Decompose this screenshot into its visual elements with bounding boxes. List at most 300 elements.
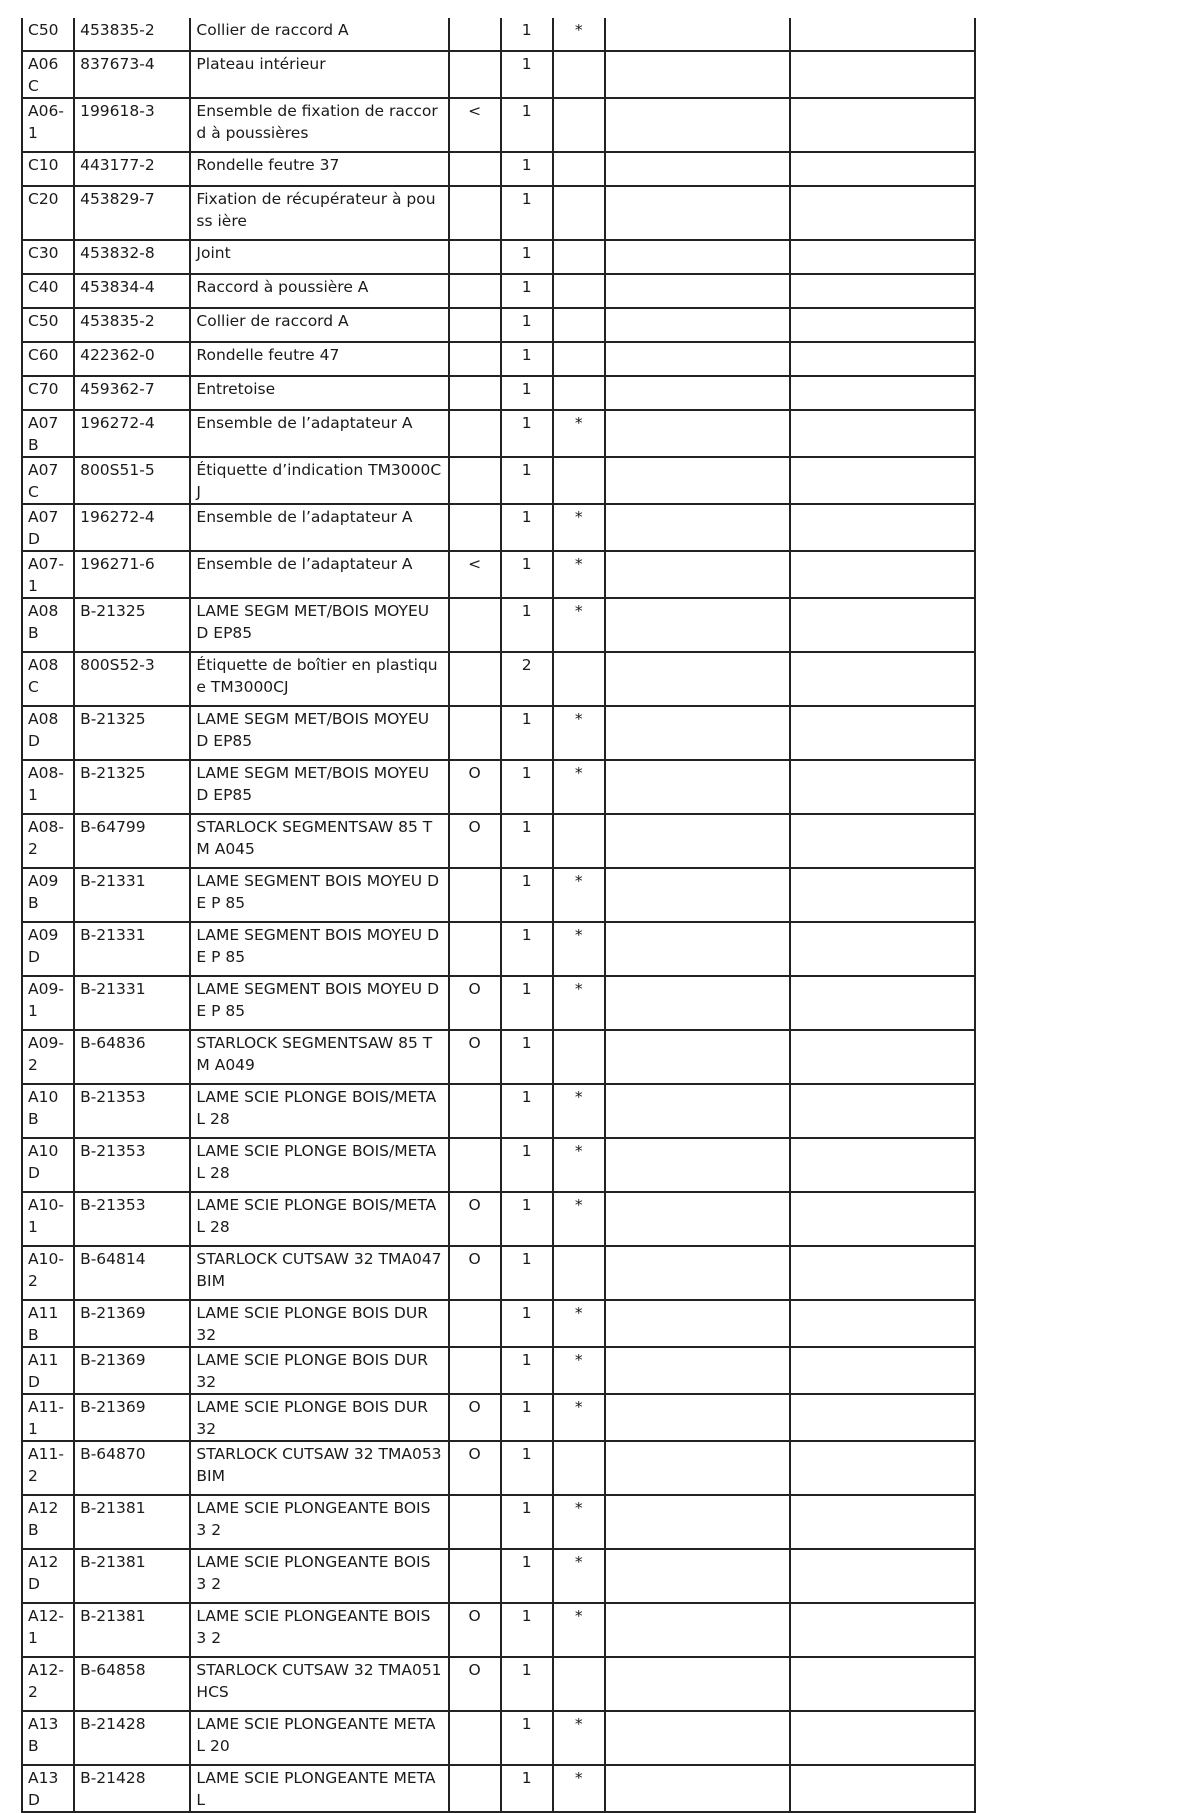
type-cell <box>449 598 501 652</box>
marker-cell: * <box>553 1192 605 1246</box>
type-cell <box>449 18 501 51</box>
description-cell: Ensemble de l’adaptateur A <box>190 551 448 598</box>
marker-cell <box>553 1441 605 1495</box>
extra-cell-1 <box>605 274 790 308</box>
ref-number-cell: C10 <box>22 152 74 186</box>
ref-number-cell: A13D <box>22 1765 74 1812</box>
part-number-cell: B-21369 <box>74 1347 190 1394</box>
extra-cell-2 <box>790 652 975 706</box>
extra-cell-1 <box>605 1765 790 1812</box>
part-number-cell: B-21369 <box>74 1300 190 1347</box>
marker-cell: * <box>553 1765 605 1812</box>
table-row <box>22 1603 975 1657</box>
table-row <box>22 152 975 186</box>
ref-number-cell: A12B <box>22 1495 74 1549</box>
table-row <box>22 1030 975 1084</box>
extra-cell-2 <box>790 1495 975 1549</box>
extra-cell-1 <box>605 1657 790 1711</box>
part-number-cell: B-21353 <box>74 1192 190 1246</box>
part-number-cell: B-21331 <box>74 868 190 922</box>
type-cell <box>449 1549 501 1603</box>
ref-number-cell: A11D <box>22 1347 74 1394</box>
ref-number-cell: A08B <box>22 598 74 652</box>
part-number-cell: B-21428 <box>74 1711 190 1765</box>
quantity-cell: 1 <box>501 1549 553 1603</box>
ref-number-cell: A06-1 <box>22 98 74 152</box>
ref-number-cell: A08D <box>22 706 74 760</box>
table-row <box>22 240 975 274</box>
part-number-cell: B-21381 <box>74 1495 190 1549</box>
part-number-cell: 196271-6 <box>74 551 190 598</box>
extra-cell-2 <box>790 598 975 652</box>
part-number-cell: 196272-4 <box>74 504 190 551</box>
quantity-cell: 1 <box>501 1138 553 1192</box>
marker-cell: * <box>553 1347 605 1394</box>
marker-cell: * <box>553 410 605 457</box>
part-number-cell: 453835-2 <box>74 18 190 51</box>
table-row <box>22 652 975 706</box>
part-number-cell: 453834-4 <box>74 274 190 308</box>
marker-cell: * <box>553 760 605 814</box>
ref-number-cell: A10-2 <box>22 1246 74 1300</box>
type-cell: O <box>449 1192 501 1246</box>
extra-cell-2 <box>790 1549 975 1603</box>
quantity-cell: 1 <box>501 760 553 814</box>
type-cell <box>449 51 501 98</box>
type-cell: O <box>449 1246 501 1300</box>
extra-cell-1 <box>605 1603 790 1657</box>
type-cell <box>449 274 501 308</box>
extra-cell-2 <box>790 1030 975 1084</box>
quantity-cell: 1 <box>501 1347 553 1394</box>
table-row <box>22 1192 975 1246</box>
quantity-cell: 1 <box>501 18 553 51</box>
marker-cell: * <box>553 706 605 760</box>
part-number-cell: B-21331 <box>74 922 190 976</box>
type-cell: < <box>449 98 501 152</box>
quantity-cell: 1 <box>501 814 553 868</box>
marker-cell: * <box>553 1084 605 1138</box>
marker-cell <box>553 51 605 98</box>
quantity-cell: 1 <box>501 274 553 308</box>
part-number-cell: B-64836 <box>74 1030 190 1084</box>
type-cell: O <box>449 1030 501 1084</box>
part-number-cell: B-21325 <box>74 706 190 760</box>
marker-cell: * <box>553 1300 605 1347</box>
description-cell: STARLOCK CUTSAW 32 TMA053 BIM <box>190 1441 448 1495</box>
part-number-cell: 443177-2 <box>74 152 190 186</box>
type-cell <box>449 652 501 706</box>
extra-cell-2 <box>790 760 975 814</box>
part-number-cell: B-64870 <box>74 1441 190 1495</box>
parts-list-page <box>21 18 976 1813</box>
table-row <box>22 1549 975 1603</box>
ref-number-cell: A10D <box>22 1138 74 1192</box>
marker-cell <box>553 1246 605 1300</box>
description-cell: LAME SCIE PLONGE BOIS/METAL 28 <box>190 1138 448 1192</box>
marker-cell <box>553 98 605 152</box>
description-cell: LAME SEGMENT BOIS MOYEU DE P 85 <box>190 922 448 976</box>
quantity-cell: 2 <box>501 652 553 706</box>
table-row <box>22 186 975 240</box>
ref-number-cell: C30 <box>22 240 74 274</box>
table-row <box>22 1300 975 1347</box>
marker-cell: * <box>553 598 605 652</box>
quantity-cell: 1 <box>501 598 553 652</box>
marker-cell: * <box>553 504 605 551</box>
table-row <box>22 551 975 598</box>
quantity-cell: 1 <box>501 1441 553 1495</box>
table-row <box>22 976 975 1030</box>
description-cell: LAME SCIE PLONGE BOIS DUR 32 <box>190 1347 448 1394</box>
marker-cell <box>553 342 605 376</box>
extra-cell-2 <box>790 1347 975 1394</box>
type-cell: O <box>449 1657 501 1711</box>
table-row <box>22 18 975 51</box>
marker-cell: * <box>553 1394 605 1441</box>
extra-cell-1 <box>605 1246 790 1300</box>
description-cell: LAME SEGM MET/BOIS MOYEU D EP85 <box>190 706 448 760</box>
type-cell <box>449 186 501 240</box>
ref-number-cell: A11B <box>22 1300 74 1347</box>
table-row <box>22 922 975 976</box>
extra-cell-2 <box>790 1394 975 1441</box>
table-row <box>22 274 975 308</box>
description-cell: LAME SEGM MET/BOIS MOYEU D EP85 <box>190 598 448 652</box>
part-number-cell: 453829-7 <box>74 186 190 240</box>
type-cell <box>449 1300 501 1347</box>
part-number-cell: 453835-2 <box>74 308 190 342</box>
marker-cell: * <box>553 1603 605 1657</box>
table-row <box>22 1138 975 1192</box>
extra-cell-1 <box>605 1084 790 1138</box>
quantity-cell: 1 <box>501 1192 553 1246</box>
marker-cell <box>553 814 605 868</box>
marker-cell: * <box>553 1549 605 1603</box>
quantity-cell: 1 <box>501 376 553 410</box>
extra-cell-2 <box>790 308 975 342</box>
table-row <box>22 410 975 457</box>
extra-cell-1 <box>605 922 790 976</box>
description-cell: Étiquette d’indication TM3000CJ <box>190 457 448 504</box>
parts-table <box>21 18 976 1813</box>
description-cell: Ensemble de l’adaptateur A <box>190 410 448 457</box>
description-cell: LAME SCIE PLONGEANTE METAL 20 <box>190 1711 448 1765</box>
extra-cell-2 <box>790 457 975 504</box>
extra-cell-2 <box>790 1603 975 1657</box>
description-cell: LAME SCIE PLONGE BOIS DUR 32 <box>190 1300 448 1347</box>
marker-cell: * <box>553 1138 605 1192</box>
extra-cell-2 <box>790 504 975 551</box>
table-row <box>22 98 975 152</box>
extra-cell-1 <box>605 760 790 814</box>
extra-cell-2 <box>790 868 975 922</box>
ref-number-cell: A11-1 <box>22 1394 74 1441</box>
quantity-cell: 1 <box>501 551 553 598</box>
table-row <box>22 1495 975 1549</box>
extra-cell-1 <box>605 1030 790 1084</box>
description-cell: Ensemble de fixation de raccord à poussières <box>190 98 448 152</box>
description-cell: Entretoise <box>190 376 448 410</box>
quantity-cell: 1 <box>501 1084 553 1138</box>
parts-table-body <box>22 18 975 1812</box>
description-cell: Collier de raccord A <box>190 308 448 342</box>
quantity-cell: 1 <box>501 342 553 376</box>
extra-cell-2 <box>790 1192 975 1246</box>
part-number-cell: B-21353 <box>74 1084 190 1138</box>
marker-cell <box>553 274 605 308</box>
table-row <box>22 51 975 98</box>
extra-cell-1 <box>605 342 790 376</box>
extra-cell-1 <box>605 652 790 706</box>
table-row <box>22 1711 975 1765</box>
description-cell: LAME SEGMENT BOIS MOYEU DE P 85 <box>190 976 448 1030</box>
quantity-cell: 1 <box>501 152 553 186</box>
type-cell <box>449 152 501 186</box>
extra-cell-1 <box>605 1711 790 1765</box>
description-cell: STARLOCK SEGMENTSAW 85 TM A045 <box>190 814 448 868</box>
table-row <box>22 1347 975 1394</box>
quantity-cell: 1 <box>501 1246 553 1300</box>
extra-cell-1 <box>605 18 790 51</box>
extra-cell-2 <box>790 376 975 410</box>
type-cell: O <box>449 1394 501 1441</box>
marker-cell: * <box>553 976 605 1030</box>
ref-number-cell: A06C <box>22 51 74 98</box>
extra-cell-2 <box>790 186 975 240</box>
ref-number-cell: A10B <box>22 1084 74 1138</box>
extra-cell-1 <box>605 868 790 922</box>
table-row <box>22 1765 975 1812</box>
ref-number-cell: A09-1 <box>22 976 74 1030</box>
type-cell <box>449 1347 501 1394</box>
table-row <box>22 598 975 652</box>
quantity-cell: 1 <box>501 410 553 457</box>
part-number-cell: B-21325 <box>74 760 190 814</box>
description-cell: Rondelle feutre 47 <box>190 342 448 376</box>
part-number-cell: 800S51-5 <box>74 457 190 504</box>
quantity-cell: 1 <box>501 1765 553 1812</box>
ref-number-cell: C20 <box>22 186 74 240</box>
extra-cell-1 <box>605 457 790 504</box>
ref-number-cell: A10-1 <box>22 1192 74 1246</box>
extra-cell-2 <box>790 1657 975 1711</box>
quantity-cell: 1 <box>501 98 553 152</box>
quantity-cell: 1 <box>501 186 553 240</box>
extra-cell-2 <box>790 274 975 308</box>
part-number-cell: 459362-7 <box>74 376 190 410</box>
extra-cell-1 <box>605 706 790 760</box>
type-cell <box>449 342 501 376</box>
quantity-cell: 1 <box>501 1657 553 1711</box>
type-cell: < <box>449 551 501 598</box>
extra-cell-1 <box>605 1192 790 1246</box>
marker-cell <box>553 652 605 706</box>
part-number-cell: 422362-0 <box>74 342 190 376</box>
type-cell <box>449 457 501 504</box>
ref-number-cell: C70 <box>22 376 74 410</box>
ref-number-cell: C60 <box>22 342 74 376</box>
type-cell <box>449 410 501 457</box>
type-cell <box>449 706 501 760</box>
quantity-cell: 1 <box>501 308 553 342</box>
ref-number-cell: C50 <box>22 308 74 342</box>
table-row <box>22 1394 975 1441</box>
extra-cell-1 <box>605 376 790 410</box>
ref-number-cell: C40 <box>22 274 74 308</box>
marker-cell: * <box>553 551 605 598</box>
table-row <box>22 1084 975 1138</box>
ref-number-cell: C50 <box>22 18 74 51</box>
type-cell <box>449 240 501 274</box>
ref-number-cell: A12-2 <box>22 1657 74 1711</box>
table-row <box>22 376 975 410</box>
extra-cell-1 <box>605 410 790 457</box>
ref-number-cell: A08-2 <box>22 814 74 868</box>
extra-cell-2 <box>790 1138 975 1192</box>
part-number-cell: B-21381 <box>74 1549 190 1603</box>
extra-cell-2 <box>790 1441 975 1495</box>
type-cell <box>449 1495 501 1549</box>
part-number-cell: B-21353 <box>74 1138 190 1192</box>
quantity-cell: 1 <box>501 1711 553 1765</box>
part-number-cell: B-21325 <box>74 598 190 652</box>
marker-cell <box>553 186 605 240</box>
ref-number-cell: A09-2 <box>22 1030 74 1084</box>
extra-cell-1 <box>605 1549 790 1603</box>
extra-cell-2 <box>790 342 975 376</box>
extra-cell-1 <box>605 1347 790 1394</box>
extra-cell-2 <box>790 1246 975 1300</box>
quantity-cell: 1 <box>501 1030 553 1084</box>
marker-cell <box>553 1657 605 1711</box>
extra-cell-1 <box>605 1441 790 1495</box>
type-cell <box>449 308 501 342</box>
table-row <box>22 308 975 342</box>
extra-cell-2 <box>790 922 975 976</box>
ref-number-cell: A11-2 <box>22 1441 74 1495</box>
extra-cell-1 <box>605 308 790 342</box>
part-number-cell: B-21381 <box>74 1603 190 1657</box>
description-cell: Plateau intérieur <box>190 51 448 98</box>
extra-cell-1 <box>605 1394 790 1441</box>
marker-cell: * <box>553 18 605 51</box>
part-number-cell: 453832-8 <box>74 240 190 274</box>
description-cell: Ensemble de l’adaptateur A <box>190 504 448 551</box>
ref-number-cell: A12D <box>22 1549 74 1603</box>
type-cell: O <box>449 976 501 1030</box>
ref-number-cell: A08C <box>22 652 74 706</box>
extra-cell-2 <box>790 1765 975 1812</box>
description-cell: LAME SEGMENT BOIS MOYEU DE P 85 <box>190 868 448 922</box>
description-cell: STARLOCK CUTSAW 32 TMA047 BIM <box>190 1246 448 1300</box>
quantity-cell: 1 <box>501 976 553 1030</box>
extra-cell-2 <box>790 18 975 51</box>
ref-number-cell: A07D <box>22 504 74 551</box>
extra-cell-1 <box>605 976 790 1030</box>
extra-cell-2 <box>790 240 975 274</box>
description-cell: STARLOCK CUTSAW 32 TMA051 HCS <box>190 1657 448 1711</box>
extra-cell-1 <box>605 814 790 868</box>
marker-cell: * <box>553 1495 605 1549</box>
ref-number-cell: A12-1 <box>22 1603 74 1657</box>
type-cell <box>449 922 501 976</box>
extra-cell-1 <box>605 551 790 598</box>
type-cell <box>449 1765 501 1812</box>
table-row <box>22 814 975 868</box>
extra-cell-1 <box>605 98 790 152</box>
type-cell: O <box>449 760 501 814</box>
ref-number-cell: A09B <box>22 868 74 922</box>
table-row <box>22 457 975 504</box>
type-cell: O <box>449 1441 501 1495</box>
ref-number-cell: A09D <box>22 922 74 976</box>
marker-cell <box>553 308 605 342</box>
quantity-cell: 1 <box>501 706 553 760</box>
part-number-cell: B-64858 <box>74 1657 190 1711</box>
marker-cell <box>553 240 605 274</box>
ref-number-cell: A13B <box>22 1711 74 1765</box>
extra-cell-2 <box>790 152 975 186</box>
description-cell: LAME SCIE PLONGE BOIS DUR 32 <box>190 1394 448 1441</box>
marker-cell: * <box>553 1711 605 1765</box>
description-cell: LAME SCIE PLONGEANTE BOIS 3 2 <box>190 1603 448 1657</box>
marker-cell <box>553 1030 605 1084</box>
table-row <box>22 504 975 551</box>
marker-cell <box>553 457 605 504</box>
part-number-cell: 196272-4 <box>74 410 190 457</box>
marker-cell <box>553 376 605 410</box>
type-cell <box>449 504 501 551</box>
part-number-cell: 800S52-3 <box>74 652 190 706</box>
description-cell: Fixation de récupérateur à pouss ière <box>190 186 448 240</box>
quantity-cell: 1 <box>501 504 553 551</box>
table-row <box>22 760 975 814</box>
extra-cell-2 <box>790 814 975 868</box>
extra-cell-2 <box>790 551 975 598</box>
part-number-cell: B-21331 <box>74 976 190 1030</box>
extra-cell-2 <box>790 51 975 98</box>
type-cell <box>449 868 501 922</box>
extra-cell-1 <box>605 1300 790 1347</box>
table-row <box>22 1246 975 1300</box>
part-number-cell: B-64799 <box>74 814 190 868</box>
type-cell: O <box>449 814 501 868</box>
extra-cell-2 <box>790 976 975 1030</box>
quantity-cell: 1 <box>501 1495 553 1549</box>
type-cell <box>449 1084 501 1138</box>
marker-cell <box>553 152 605 186</box>
table-row <box>22 1441 975 1495</box>
part-number-cell: 837673-4 <box>74 51 190 98</box>
description-cell: STARLOCK SEGMENTSAW 85 TM A049 <box>190 1030 448 1084</box>
description-cell: LAME SCIE PLONGEANTE BOIS 3 2 <box>190 1549 448 1603</box>
extra-cell-1 <box>605 152 790 186</box>
description-cell: Joint <box>190 240 448 274</box>
table-row <box>22 868 975 922</box>
quantity-cell: 1 <box>501 1603 553 1657</box>
extra-cell-2 <box>790 98 975 152</box>
quantity-cell: 1 <box>501 51 553 98</box>
quantity-cell: 1 <box>501 868 553 922</box>
extra-cell-2 <box>790 706 975 760</box>
description-cell: Collier de raccord A <box>190 18 448 51</box>
quantity-cell: 1 <box>501 240 553 274</box>
extra-cell-2 <box>790 1300 975 1347</box>
part-number-cell: B-64814 <box>74 1246 190 1300</box>
extra-cell-1 <box>605 504 790 551</box>
type-cell: O <box>449 1603 501 1657</box>
